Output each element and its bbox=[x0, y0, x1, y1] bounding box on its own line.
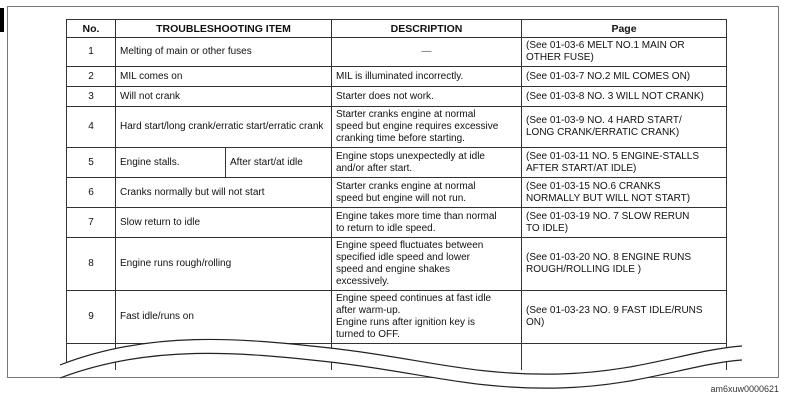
header-no: No. bbox=[67, 20, 116, 38]
row-item: Fast idle/runs on bbox=[116, 291, 332, 344]
header-description: DESCRIPTION bbox=[332, 20, 522, 38]
row-no: 5 bbox=[67, 148, 116, 178]
row-no: 3 bbox=[67, 87, 116, 107]
row-no: 6 bbox=[67, 178, 116, 208]
row-page: (See 01-03-19 NO. 7 SLOW RERUN TO IDLE) bbox=[522, 208, 727, 238]
row-item: Melting of main or other fuses bbox=[116, 38, 332, 67]
row-page: (See 01-03-20 NO. 8 ENGINE RUNS ROUGH/ROLLING IDLE ) bbox=[522, 238, 727, 291]
row-description: Starter cranks engine at normal speed but engine will not run. bbox=[332, 178, 522, 208]
row-description: Starter cranks engine at normal speed but engine requires excessive cranking time before starting. bbox=[332, 107, 522, 148]
row-page: (See 01-03-7 NO.2 MIL COMES ON) bbox=[522, 67, 727, 87]
row-description: Engine speed continues at fast idle after warm-up. Engine runs after ignition key is turned to OFF. bbox=[332, 291, 522, 344]
row-page: (See 01-03-6 MELT NO.1 MAIN OR OTHER FUSE) bbox=[522, 38, 727, 67]
row-no: 7 bbox=[67, 208, 116, 238]
tear-mask bbox=[60, 339, 742, 388]
row-no: 8 bbox=[67, 238, 116, 291]
row-page: (See 01-03-11 NO. 5 ENGINE-STALLS AFTER START/AT IDLE) bbox=[522, 148, 727, 178]
row-item: Hard start/long crank/erratic start/erratic crank bbox=[116, 107, 332, 148]
row-page: (See 01-03-15 NO.6 CRANKS NORMALLY BUT WILL NOT START) bbox=[522, 178, 727, 208]
row-item: Engine stalls. bbox=[116, 148, 226, 178]
row-page: (See 01-03-23 NO. 9 FAST IDLE/RUNS ON) bbox=[522, 291, 727, 344]
row-description: — bbox=[332, 38, 522, 67]
row-subitem: After start/at idle bbox=[226, 148, 332, 178]
row-no: 1 bbox=[67, 38, 116, 67]
row-item: Engine runs rough/rolling bbox=[116, 238, 332, 291]
header-page: Page bbox=[522, 20, 727, 38]
row-description: MIL is illuminated incorrectly. bbox=[332, 67, 522, 87]
row-description: Starter does not work. bbox=[332, 87, 522, 107]
row-no: 2 bbox=[67, 67, 116, 87]
row-item: MIL comes on bbox=[116, 67, 332, 87]
row-page: (See 01-03-8 NO. 3 WILL NOT CRANK) bbox=[522, 87, 727, 107]
row-item: Slow return to idle bbox=[116, 208, 332, 238]
row-item: Will not crank bbox=[116, 87, 332, 107]
row-no: 4 bbox=[67, 107, 116, 148]
row-page: (See 01-03-9 NO. 4 HARD START/ LONG CRANK/ERRATIC CRANK) bbox=[522, 107, 727, 148]
row-description: Engine speed fluctuates between specified idle speed and lower speed and engine shakes excessively. bbox=[332, 238, 522, 291]
figure-id: am6xuw0000621 bbox=[710, 384, 779, 394]
header-troubleshooting-item: TROUBLESHOOTING ITEM bbox=[116, 20, 332, 38]
row-item: Cranks normally but will not start bbox=[116, 178, 332, 208]
row-description: Engine takes more time than normal to return to idle speed. bbox=[332, 208, 522, 238]
row-description: Engine stops unexpectedly at idle and/or after start. bbox=[332, 148, 522, 178]
row-no: 9 bbox=[67, 291, 116, 344]
